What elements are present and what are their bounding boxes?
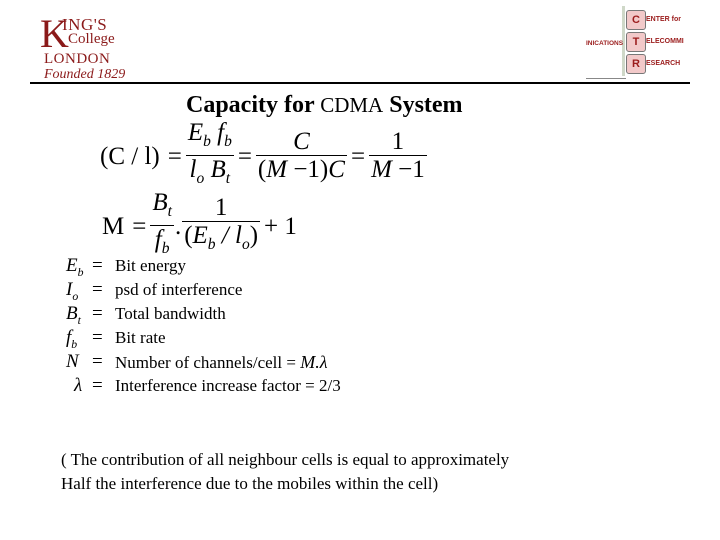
definition-description: psd of interference: [115, 280, 243, 299]
title-cdma: CDMA: [320, 93, 384, 117]
logo-line-3: LONDON: [44, 51, 111, 67]
definition-description: Interference increase factor = 2/3: [115, 376, 341, 395]
capacity-equation-2: M = $\frac{B_t}{f_b}$ . $\frac{1}{(E_b / l_o)}$ + 1: [102, 189, 297, 257]
definition-symbol: $E_b$ =: [66, 255, 103, 279]
logo-text-3: ESEARCH: [646, 60, 681, 67]
logo-letter-r: R: [626, 54, 646, 74]
contribution-note: [61, 448, 509, 496]
definition-symbol: $I_o$ =: [66, 279, 103, 303]
note-line-2: Half the interference due to the mobiles within the cell): [61, 474, 439, 493]
ctr-logo: [586, 6, 690, 80]
definition-description: Total bandwidth: [115, 304, 226, 323]
title-part-1: Capacity for: [186, 92, 321, 118]
definition-description: Number of channels/cell = M.λ: [115, 352, 328, 372]
note-line-1: ( The contribution of all neighbour cells is equal to approximately: [61, 450, 510, 469]
definition-symbol: $f_b$ =: [66, 327, 103, 351]
logo-text-2: ELECOMMI: [646, 38, 684, 45]
logo-line-2: College: [68, 31, 115, 47]
definition-description: Bit energy: [115, 256, 186, 275]
definition-symbol: λ =: [74, 375, 103, 396]
definition-description: Bit rate: [115, 328, 166, 347]
logo-text-1: ENTER for: [646, 16, 681, 23]
slide-title: [186, 92, 463, 119]
definition-symbol: $B_t$ =: [66, 303, 103, 327]
title-part-2: System: [383, 92, 463, 118]
kings-college-logo: [40, 11, 150, 82]
logo-line-1: ING'S: [62, 15, 108, 34]
inline-math: M.λ: [300, 352, 328, 372]
logo-initial: K: [40, 11, 69, 56]
capacity-equation-1: (C / l) = $\frac{E_b f_b}{l_o B_t}$ = $\frac{C}{(M -1)C}$ = $\frac{1}{M -1}$: [100, 119, 425, 187]
definition-symbol: N =: [66, 351, 103, 372]
logo-left-text: INICATIONS: [586, 40, 624, 47]
logo-line-4: Founded 1829: [44, 67, 126, 82]
logo-letter-t: T: [626, 32, 646, 52]
header-rule: [30, 82, 690, 84]
logo-letter-c: C: [626, 10, 646, 30]
logo-underline: [586, 78, 626, 79]
